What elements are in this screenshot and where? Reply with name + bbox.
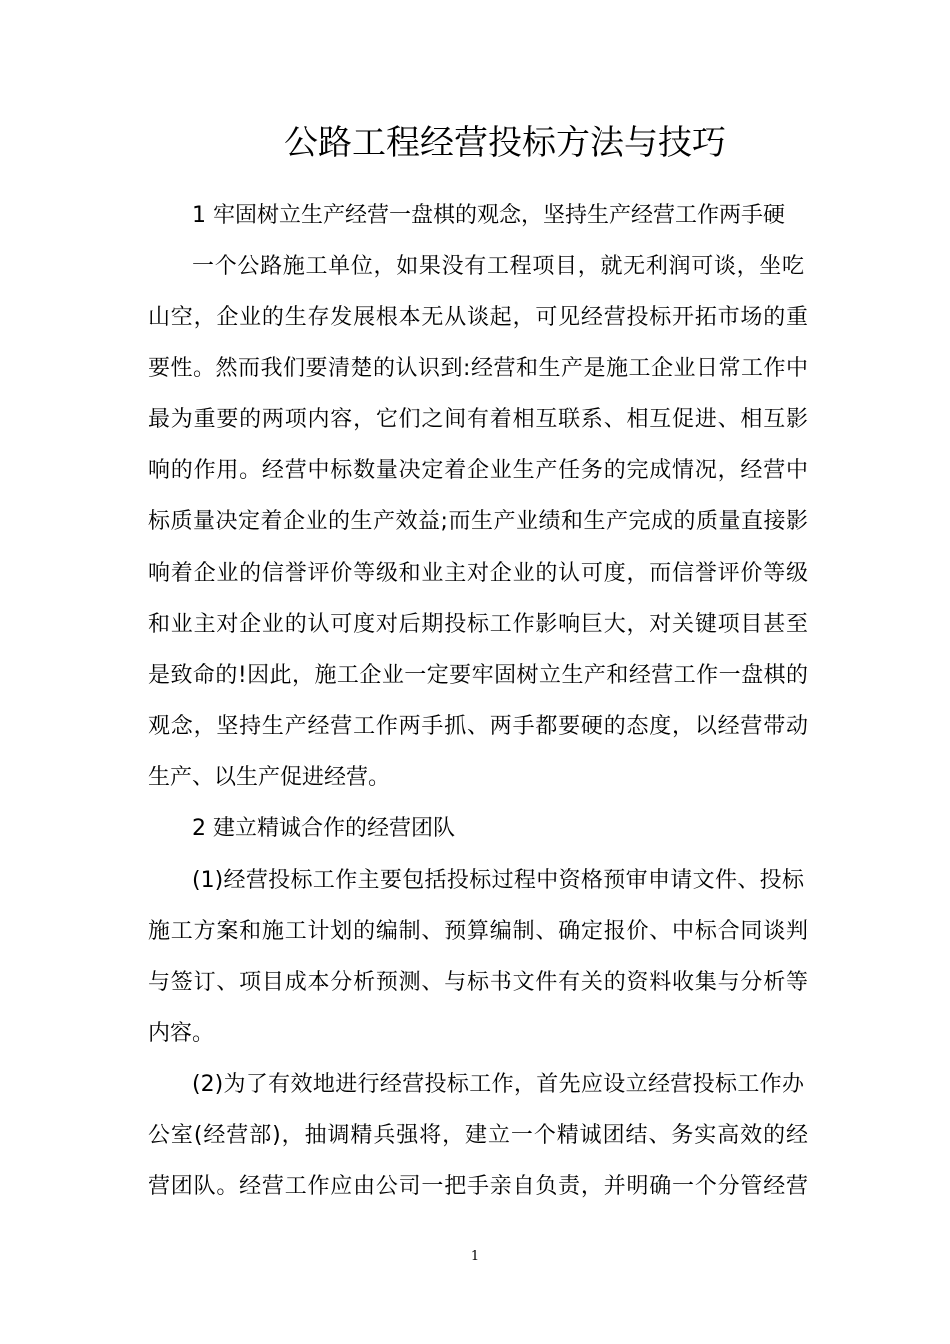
paragraph-line: 营团队。经营工作应由公司一把手亲自负责，并明确一个分管经营	[148, 1174, 808, 1199]
paragraph-line: 标质量决定着企业的生产效益;而生产业绩和生产完成的质量直接影	[148, 509, 808, 534]
paragraph-line: 施工方案和施工计划的编制、预算编制、确定报价、中标合同谈判	[148, 919, 808, 944]
paragraph-line: 与签订、项目成本分析预测、与标书文件有关的资料收集与分析等	[148, 970, 808, 995]
section-heading-1: 1 牢固树立生产经营一盘棋的观念，坚持生产经营工作两手硬	[192, 203, 785, 228]
paragraph-line: 和业主对企业的认可度对后期投标工作影响巨大，对关键项目甚至	[148, 612, 808, 637]
paragraph-line: (2)为了有效地进行经营投标工作，首先应设立经营投标工作办	[192, 1072, 804, 1097]
paragraph-line: 是致命的!因此，施工企业一定要牢固树立生产和经营工作一盘棋的	[148, 663, 808, 688]
page-number: 1	[470, 1249, 480, 1264]
paragraph-line: 要性。然而我们要清楚的认识到:经营和生产是施工企业日常工作中	[148, 356, 808, 381]
paragraph-line: 公室(经营部)，抽调精兵强将，建立一个精诚团结、务实高效的经	[148, 1123, 808, 1148]
paragraph-line: (1)经营投标工作主要包括投标过程中资格预审申请文件、投标	[192, 868, 804, 893]
paragraph-line: 一个公路施工单位，如果没有工程项目，就无利润可谈，坐吃	[192, 254, 804, 279]
paragraph-line: 内容。	[148, 1021, 215, 1046]
paragraph-line: 观念，坚持生产经营工作两手抓、两手都要硬的态度，以经营带动	[148, 714, 808, 739]
paragraph-line: 山空，企业的生存发展根本无从谈起，可见经营投标开拓市场的重	[148, 305, 808, 330]
section-heading-2: 2 建立精诚合作的经营团队	[192, 816, 455, 841]
paragraph-line: 最为重要的两项内容，它们之间有着相互联系、相互促进、相互影	[148, 407, 808, 432]
paragraph-line: 生产、以生产促进经营。	[148, 765, 391, 790]
page-title: 公路工程经营投标方法与技巧	[284, 123, 726, 163]
paragraph-line: 响的作用。经营中标数量决定着企业生产任务的完成情况，经营中	[148, 458, 808, 483]
paragraph-line: 响着企业的信誉评价等级和业主对企业的认可度，而信誉评价等级	[148, 561, 808, 586]
